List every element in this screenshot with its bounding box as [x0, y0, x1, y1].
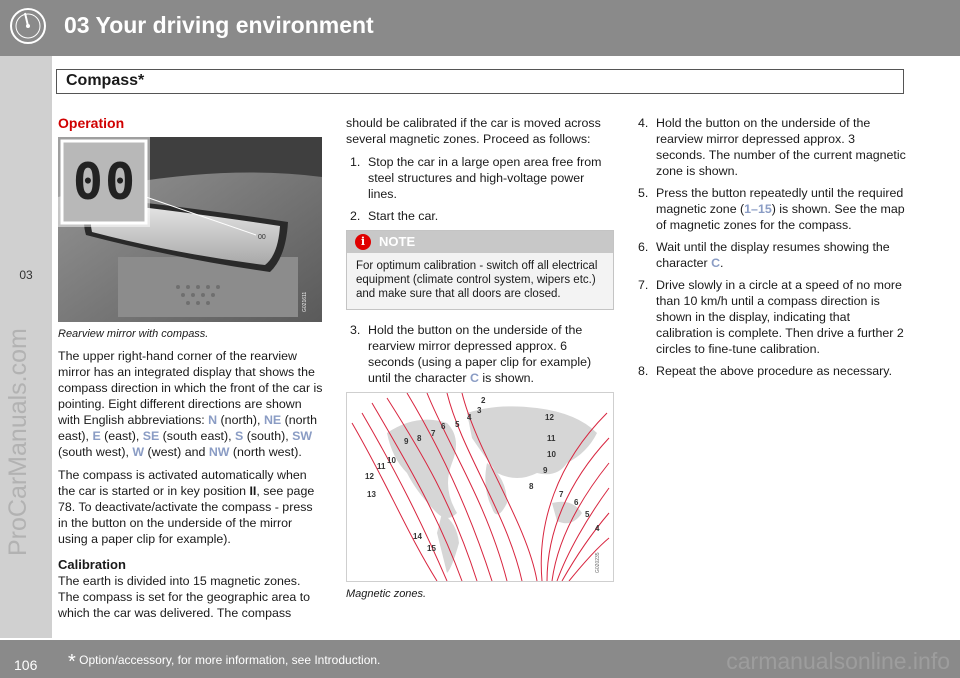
dir-s: S: [235, 429, 244, 443]
dir-e: E: [92, 429, 101, 443]
step-item: 6. Wait until the display resumes showing the character C.: [638, 240, 890, 270]
svg-text:7: 7: [431, 429, 436, 438]
column-1: [58, 115, 324, 628]
footer-note: * Option/accessory, for more information, see Introduction.: [68, 651, 381, 673]
dir-w: W: [132, 445, 145, 459]
page-footer: [0, 640, 960, 678]
page-number: 106: [14, 657, 38, 673]
dir-n: N: [208, 413, 218, 427]
info-icon: i: [355, 234, 371, 250]
note-box: [346, 230, 614, 310]
svg-text:12: 12: [365, 472, 374, 481]
step-item: 3. Hold the button on the underside of the rearview mirror depressed approx. 6 seconds (using a paper clip for example) until the character C is shown.: [350, 323, 592, 385]
svg-text:2: 2: [481, 396, 486, 405]
svg-text:5: 5: [585, 510, 590, 519]
svg-text:5: 5: [455, 420, 460, 429]
section-title-box: [56, 69, 904, 94]
page-header: [0, 0, 960, 56]
svg-text:11: 11: [547, 434, 556, 443]
dir-nw: NW: [208, 445, 230, 459]
svg-text:8: 8: [417, 434, 422, 443]
calibration-paragraph-2: should be calibrated if the car is moved across several magnetic zones. Proceed as follows:: [346, 116, 601, 146]
step-item: 1. Stop the car in a large open area free from steel structures and high-voltage power lines.: [350, 155, 602, 201]
dir-sw: SW: [292, 429, 313, 443]
calibration-paragraph-1: The earth is divided into 15 magnetic zones. The compass is set for the geographic area to which the car was delivered. The compass: [58, 574, 311, 620]
calibration-heading: Calibration: [58, 557, 126, 572]
column-3: [634, 115, 908, 385]
step-item: 2. Start the car.: [350, 209, 439, 223]
svg-text:6: 6: [574, 498, 579, 507]
chapter-number: 03: [19, 268, 33, 282]
steps-1-2: [346, 154, 614, 224]
svg-text:10: 10: [547, 450, 556, 459]
key-position: II: [249, 484, 257, 498]
dir-ne: NE: [263, 413, 282, 427]
note-text: For optimum calibration - switch off all electrical equipment (climate control system, wipers etc.) and make sure that all doors are closed.: [356, 260, 598, 300]
operation-heading: Operation: [58, 115, 125, 131]
step-item: 7. Drive slowly in a circle at a speed of no more than 10 km/h until a compass direction is shown in the display, indicating that calibration is complete. Then drive a further 2 circles to fine-tune calibration.: [638, 278, 904, 356]
svg-text:10: 10: [387, 456, 396, 465]
column-2: [346, 115, 614, 608]
section-title: Compass*: [66, 72, 145, 89]
map-caption: Magnetic zones.: [346, 588, 427, 600]
step-item: 4. Hold the button on the underside of the rearview mirror depressed approx. 3 seconds. The number of the current magnetic zone is shown.: [638, 116, 906, 178]
svg-text:8: 8: [529, 482, 534, 491]
magnetic-zones-map: [346, 392, 614, 582]
svg-text:9: 9: [543, 466, 548, 475]
operation-paragraph-2: The compass is activated automatically when the car is started or in key position II, see page 78. To deactivate/activate the compass - press in the button on the underside of the mirror using a paper clip for example).: [58, 468, 315, 546]
svg-text:15: 15: [427, 544, 436, 553]
svg-text:00: 00: [258, 234, 266, 241]
svg-text:6: 6: [441, 422, 446, 431]
vertical-watermark: ProCarManuals.com: [4, 328, 32, 556]
step-item: 5. Press the button repeatedly until the required magnetic zone (1–15) is shown. See the map of magnetic zones for the compass.: [638, 186, 905, 232]
steps-4-8: [634, 115, 908, 379]
svg-text:12: 12: [545, 413, 554, 422]
svg-text:7: 7: [559, 490, 564, 499]
step-3: [346, 322, 614, 386]
operation-paragraph-1: The upper right-hand corner of the rearview mirror has an integrated display that shows the compass direction in which the front of the car is pointing. Eight different directions are shown with English abbreviations: N (north), NE (north east), E (east), SE (south east), S (south), SW (south west), W (west) and NW (north west).: [58, 349, 323, 459]
svg-text:11: 11: [377, 462, 386, 471]
svg-text:9: 9: [404, 437, 409, 446]
footer-watermark: carmanualsonline.info: [726, 648, 950, 674]
svg-text:13: 13: [367, 490, 376, 499]
gauge-icon: [8, 6, 48, 46]
chapter-title: 03 Your driving environment: [64, 12, 374, 38]
mirror-caption: Rearview mirror with compass.: [58, 328, 209, 340]
svg-text:14: 14: [413, 532, 422, 541]
mirror-display-digits: 00: [72, 153, 138, 211]
step-item: 8. Repeat the above procedure as necessary.: [638, 364, 893, 378]
map-image-code: G020235: [595, 552, 601, 573]
svg-text:3: 3: [477, 406, 482, 415]
svg-text:4: 4: [595, 524, 600, 533]
mirror-image: [58, 137, 322, 322]
svg-text:4: 4: [467, 413, 472, 422]
note-label: NOTE: [379, 234, 416, 249]
dir-se: SE: [142, 429, 160, 443]
mirror-image-code: G021611: [302, 291, 308, 312]
